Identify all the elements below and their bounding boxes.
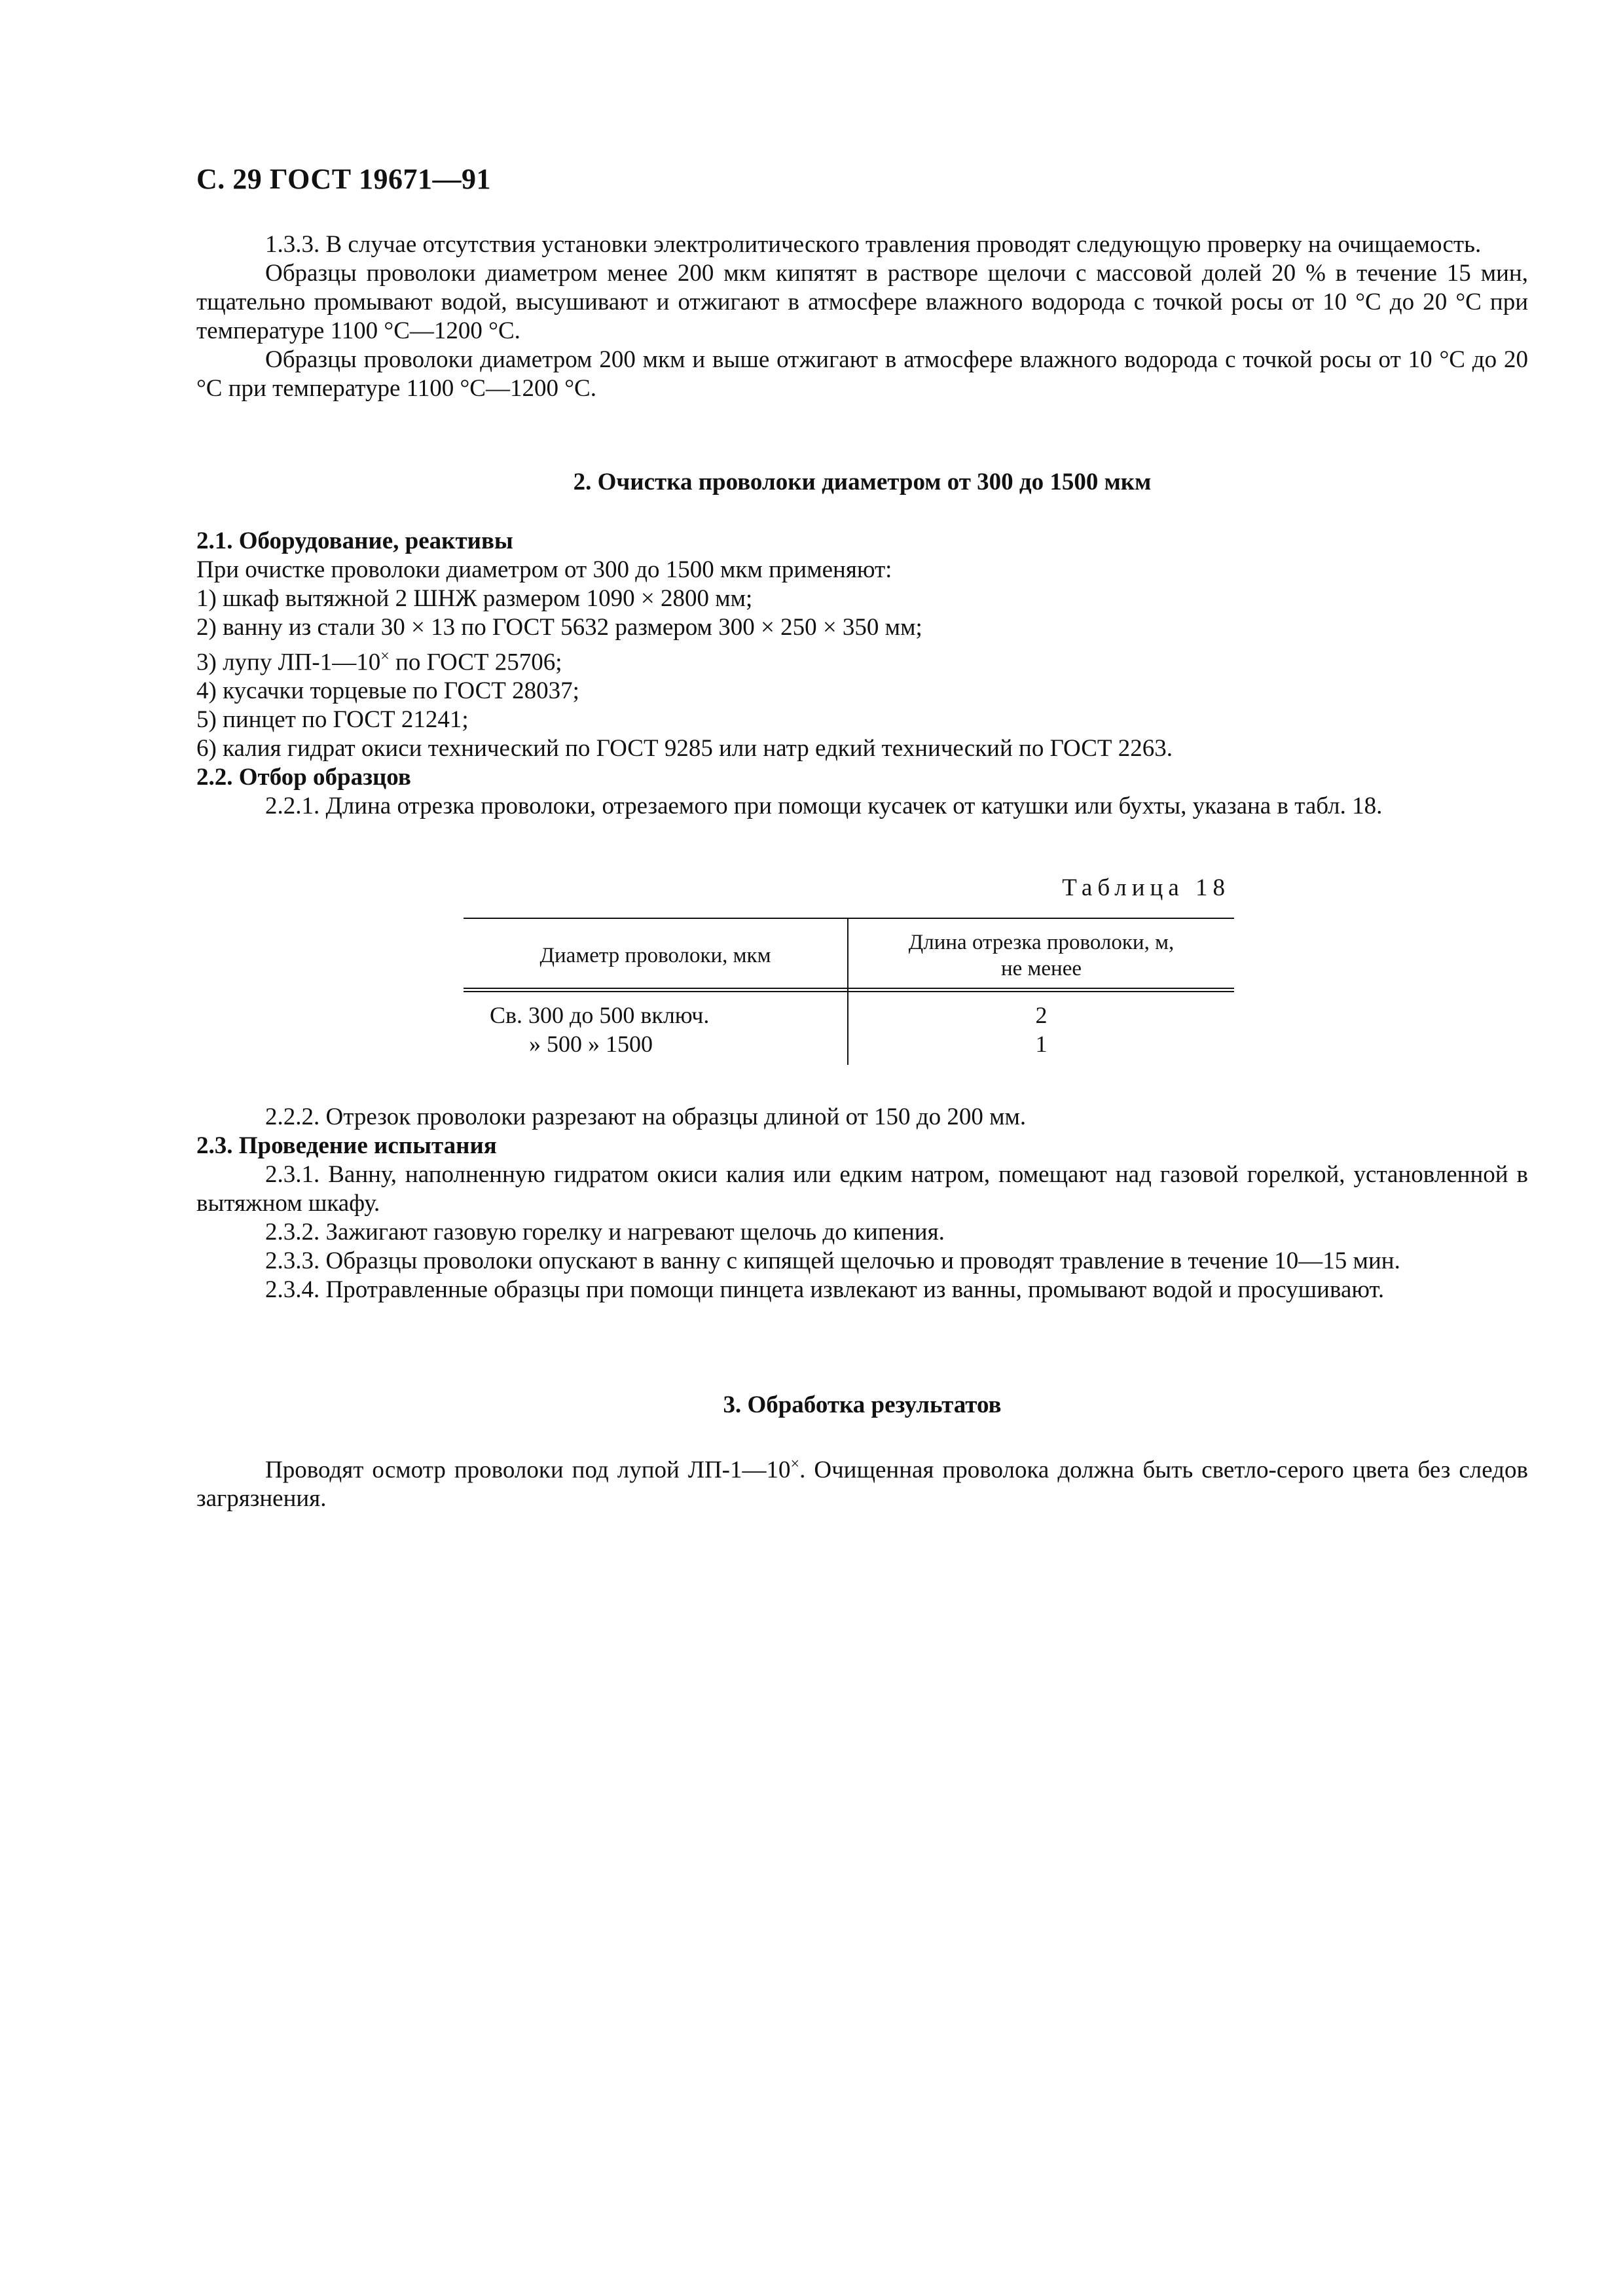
section-3 — [196, 1450, 1528, 1513]
table-cell-diameter: » 500 » 1500 — [529, 1031, 653, 1057]
paragraph: 2.3.4. Протравленные образцы при помощи пинцета извлекают из ванны, промывают водой и просушивают. — [265, 1276, 1385, 1303]
list-item: 6) калия гидрат окиси технический по ГОСТ 9285 или натр едкий технический по ГОСТ 2263. — [196, 735, 1173, 762]
paragraph — [196, 1450, 1528, 1513]
magnification-sign: × — [380, 648, 390, 665]
paragraph: 2.2.1. Длина отрезка проволоки, отрезаемого при помощи кусачек от катушки или бухты, указана в табл. 18. — [265, 793, 1383, 820]
list-item — [196, 642, 1528, 677]
table-header-length — [848, 929, 1234, 982]
magnification-sign: × — [790, 1456, 800, 1473]
subsection-title: 2.3. Проведение испытания — [196, 1132, 497, 1159]
paragraph: 2.3.2. Зажигают газовую горелку и нагревают щелочь до кипения. — [265, 1219, 945, 1246]
table-header-line: не менее — [1000, 957, 1082, 980]
table-rule — [464, 991, 1234, 992]
table-header-diameter: Диаметр проволоки, мкм — [539, 944, 771, 967]
section-2-2-2-to-2-3 — [196, 1103, 1528, 1304]
table-cell-length: 2 — [1035, 1002, 1048, 1028]
list-item: 5) пинцет по ГОСТ 21241; — [196, 706, 469, 734]
table-cell-diameter: Св. 300 до 500 включ. — [490, 1002, 710, 1028]
list-item: 4) кусачки торцевые по ГОСТ 28037; — [196, 677, 579, 705]
paragraph: При очистке проволоки диаметром от 300 до 1500 мкм применяют: — [196, 556, 892, 583]
paragraph: 1.3.3. В случае отсутствия установки электролитического травления проводят следующую проверку на очищаемость. — [265, 231, 1482, 258]
list-item: 2) ванну из стали 30 × 13 по ГОСТ 5632 размером 300 × 250 × 350 мм; — [196, 614, 922, 641]
paragraph: 2.3.1. Ванну, наполненную гидратом окиси калия или едким натром, помещают над газовой горелкой, установленной в вытяжном шкафу. — [196, 1161, 1528, 1217]
section-2-1 — [196, 527, 1528, 821]
subsection-title: 2.2. Отбор образцов — [196, 764, 411, 791]
paragraph: 2.2.2. Отрезок проволоки разрезают на образцы длиной от 150 до 200 мм. — [265, 1103, 1027, 1130]
section-3-title: 3. Обработка результатов — [723, 1391, 1002, 1418]
list-item-tail: по ГОСТ 25706; — [389, 649, 562, 676]
page-header: С. 29 ГОСТ 19671—91 — [196, 163, 492, 195]
list-item: 1) шкаф вытяжной 2 ШНЖ размером 1090 × 2800 мм; — [196, 585, 753, 612]
paragraph: Образцы проволоки диаметром менее 200 мкм кипятят в растворе щелочи с массовой долей 20 % в течение 15 мин, тщательно промывают водой, высушивают и отжигают в атмосфере влажного водорода с точкой росы от 10 °С до 20 °С при температуре 1100 °С—1200 °С. — [196, 260, 1528, 344]
table-caption: Таблица 18 — [1062, 874, 1230, 901]
list-item-text: 3) лупу ЛП-1—10 — [196, 649, 381, 676]
section-1-3-3 — [196, 230, 1528, 403]
table-rule — [464, 918, 1234, 919]
section-2-title: 2. Очистка проволоки диаметром от 300 до 1500 мкм — [573, 469, 1152, 495]
table-rule — [464, 988, 1234, 989]
paragraph: Образцы проволоки диаметром 200 мкм и выше отжигают в атмосфере влажного водорода с точкой росы от 10 °С до 20 °С при температуре 1100 °С—1200 °С. — [196, 346, 1528, 402]
subsection-title: 2.1. Оборудование, реактивы — [196, 528, 513, 554]
table-cell-length: 1 — [1035, 1031, 1048, 1057]
paragraph-text: Проводят осмотр проволоки под лупой ЛП-1—10 — [265, 1456, 791, 1484]
paragraph: 2.3.3. Образцы проволоки опускают в ванну с кипящей щелочью и проводят травление в течение 10—15 мин. — [265, 1247, 1400, 1274]
paragraph-text: . Очищенная проволока должна быть светло-серого цвета без следов загрязнения. — [196, 1456, 1528, 1513]
table-header-line: Длина отрезка проволоки, м, — [908, 931, 1175, 954]
